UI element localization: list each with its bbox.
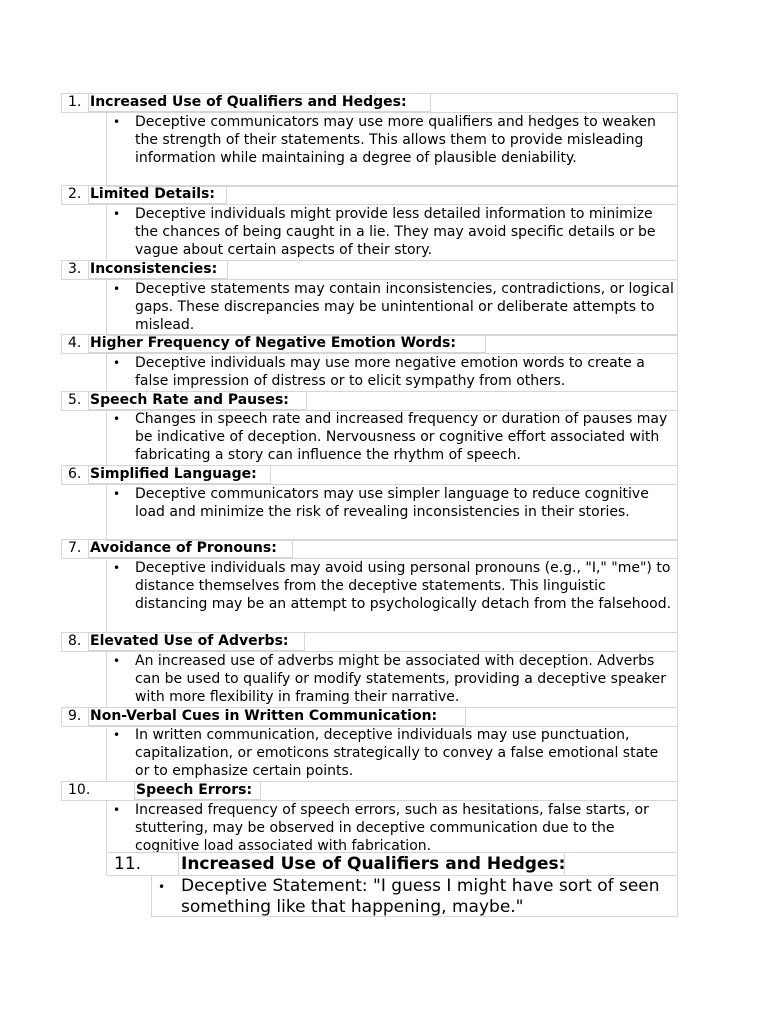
bullet-icon: • [113,803,121,817]
item-description: Deceptive statements may contain inconsistencies, contradictions, or logical gaps. These discrepancies may be unintentional or deliberate attempts to mislead. [135,281,674,334]
bullet-icon: • [113,115,121,129]
item-number: 2. [68,186,82,202]
item-number: 8. [68,633,82,649]
item-heading: Elevated Use of Adverbs: [90,633,289,649]
bullet-icon: • [113,207,121,221]
item-description: Deceptive individuals might provide less detailed information to minimize the chances of being caught in a lie. They may avoid specific details or be vague about certain aspects of their story. [135,206,656,259]
item-number: 11. [114,854,142,874]
bullet-icon: • [113,412,121,426]
item-heading: Inconsistencies: [90,261,218,277]
bullet-icon: • [113,561,121,575]
item-heading: Speech Errors: [136,782,253,798]
item-description: An increased use of adverbs might be associated with deception. Adverbs can be used to qualify or modify statements, providing a deceptive speaker with more flexibility in framing their narrative. [135,653,667,706]
item-description: Increased frequency of speech errors, such as hesitations, false starts, or stuttering, may be observed in deceptive communication due to the cognitive load associated with fabrication. [135,802,649,855]
item-number: 7. [68,540,82,556]
item-description: Deceptive individuals may avoid using personal pronouns (e.g., "I," "me") to distance themselves from the deceptive statements. This linguistic distancing may be an attempt to psychologically detach from the falsehood. [135,560,672,613]
item-description: Deceptive individuals may use more negative emotion words to create a false impression of distress or to elicit sympathy from others. [135,355,645,390]
bullet-icon: • [113,654,121,668]
item-number: 6. [68,466,82,482]
bullet-icon: • [113,487,121,501]
item-heading: Avoidance of Pronouns: [90,540,277,556]
item-number: 3. [68,261,82,277]
item-description: Deceptive Statement: "I guess I might have sort of seen something like that happening, maybe." [181,876,660,917]
item-heading: Higher Frequency of Negative Emotion Words: [90,335,456,351]
item-description: Deceptive communicators may use more qualifiers and hedges to weaken the strength of their statements. This allows them to provide misleading information while maintaining a degree of plausible deniability. [135,114,656,167]
item-heading: Limited Details: [90,186,215,202]
item-number: 5. [68,392,82,408]
item-number: 4. [68,335,82,351]
bullet-icon: • [113,728,121,742]
bullet-icon: • [113,356,121,370]
item-number: 10. [68,782,91,798]
item-heading: Non-Verbal Cues in Written Communication: [90,708,438,724]
item-heading: Increased Use of Qualifiers and Hedges: [181,854,566,874]
item-description: In written communication, deceptive individuals may use punctuation, capitalization, or emoticons strategically to convey a false emotional state or to emphasize certain points. [135,727,659,780]
item-heading: Simplified Language: [90,466,257,482]
item-description: Deceptive communicators may use simpler language to reduce cognitive load and minimize the risk of revealing inconsistencies in their stories. [135,486,649,521]
item-heading: Speech Rate and Pauses: [90,392,289,408]
bullet-icon: • [113,282,121,296]
item-heading: Increased Use of Qualifiers and Hedges: [90,94,407,110]
bullet-icon: • [158,880,166,894]
item-description: Changes in speech rate and increased frequency or duration of pauses may be indicative of deception. Nervousness or cognitive effort associated with fabricating a story can influence the rhythm of speech. [135,411,668,464]
item-number: 9. [68,708,82,724]
item-number: 1. [68,94,82,110]
